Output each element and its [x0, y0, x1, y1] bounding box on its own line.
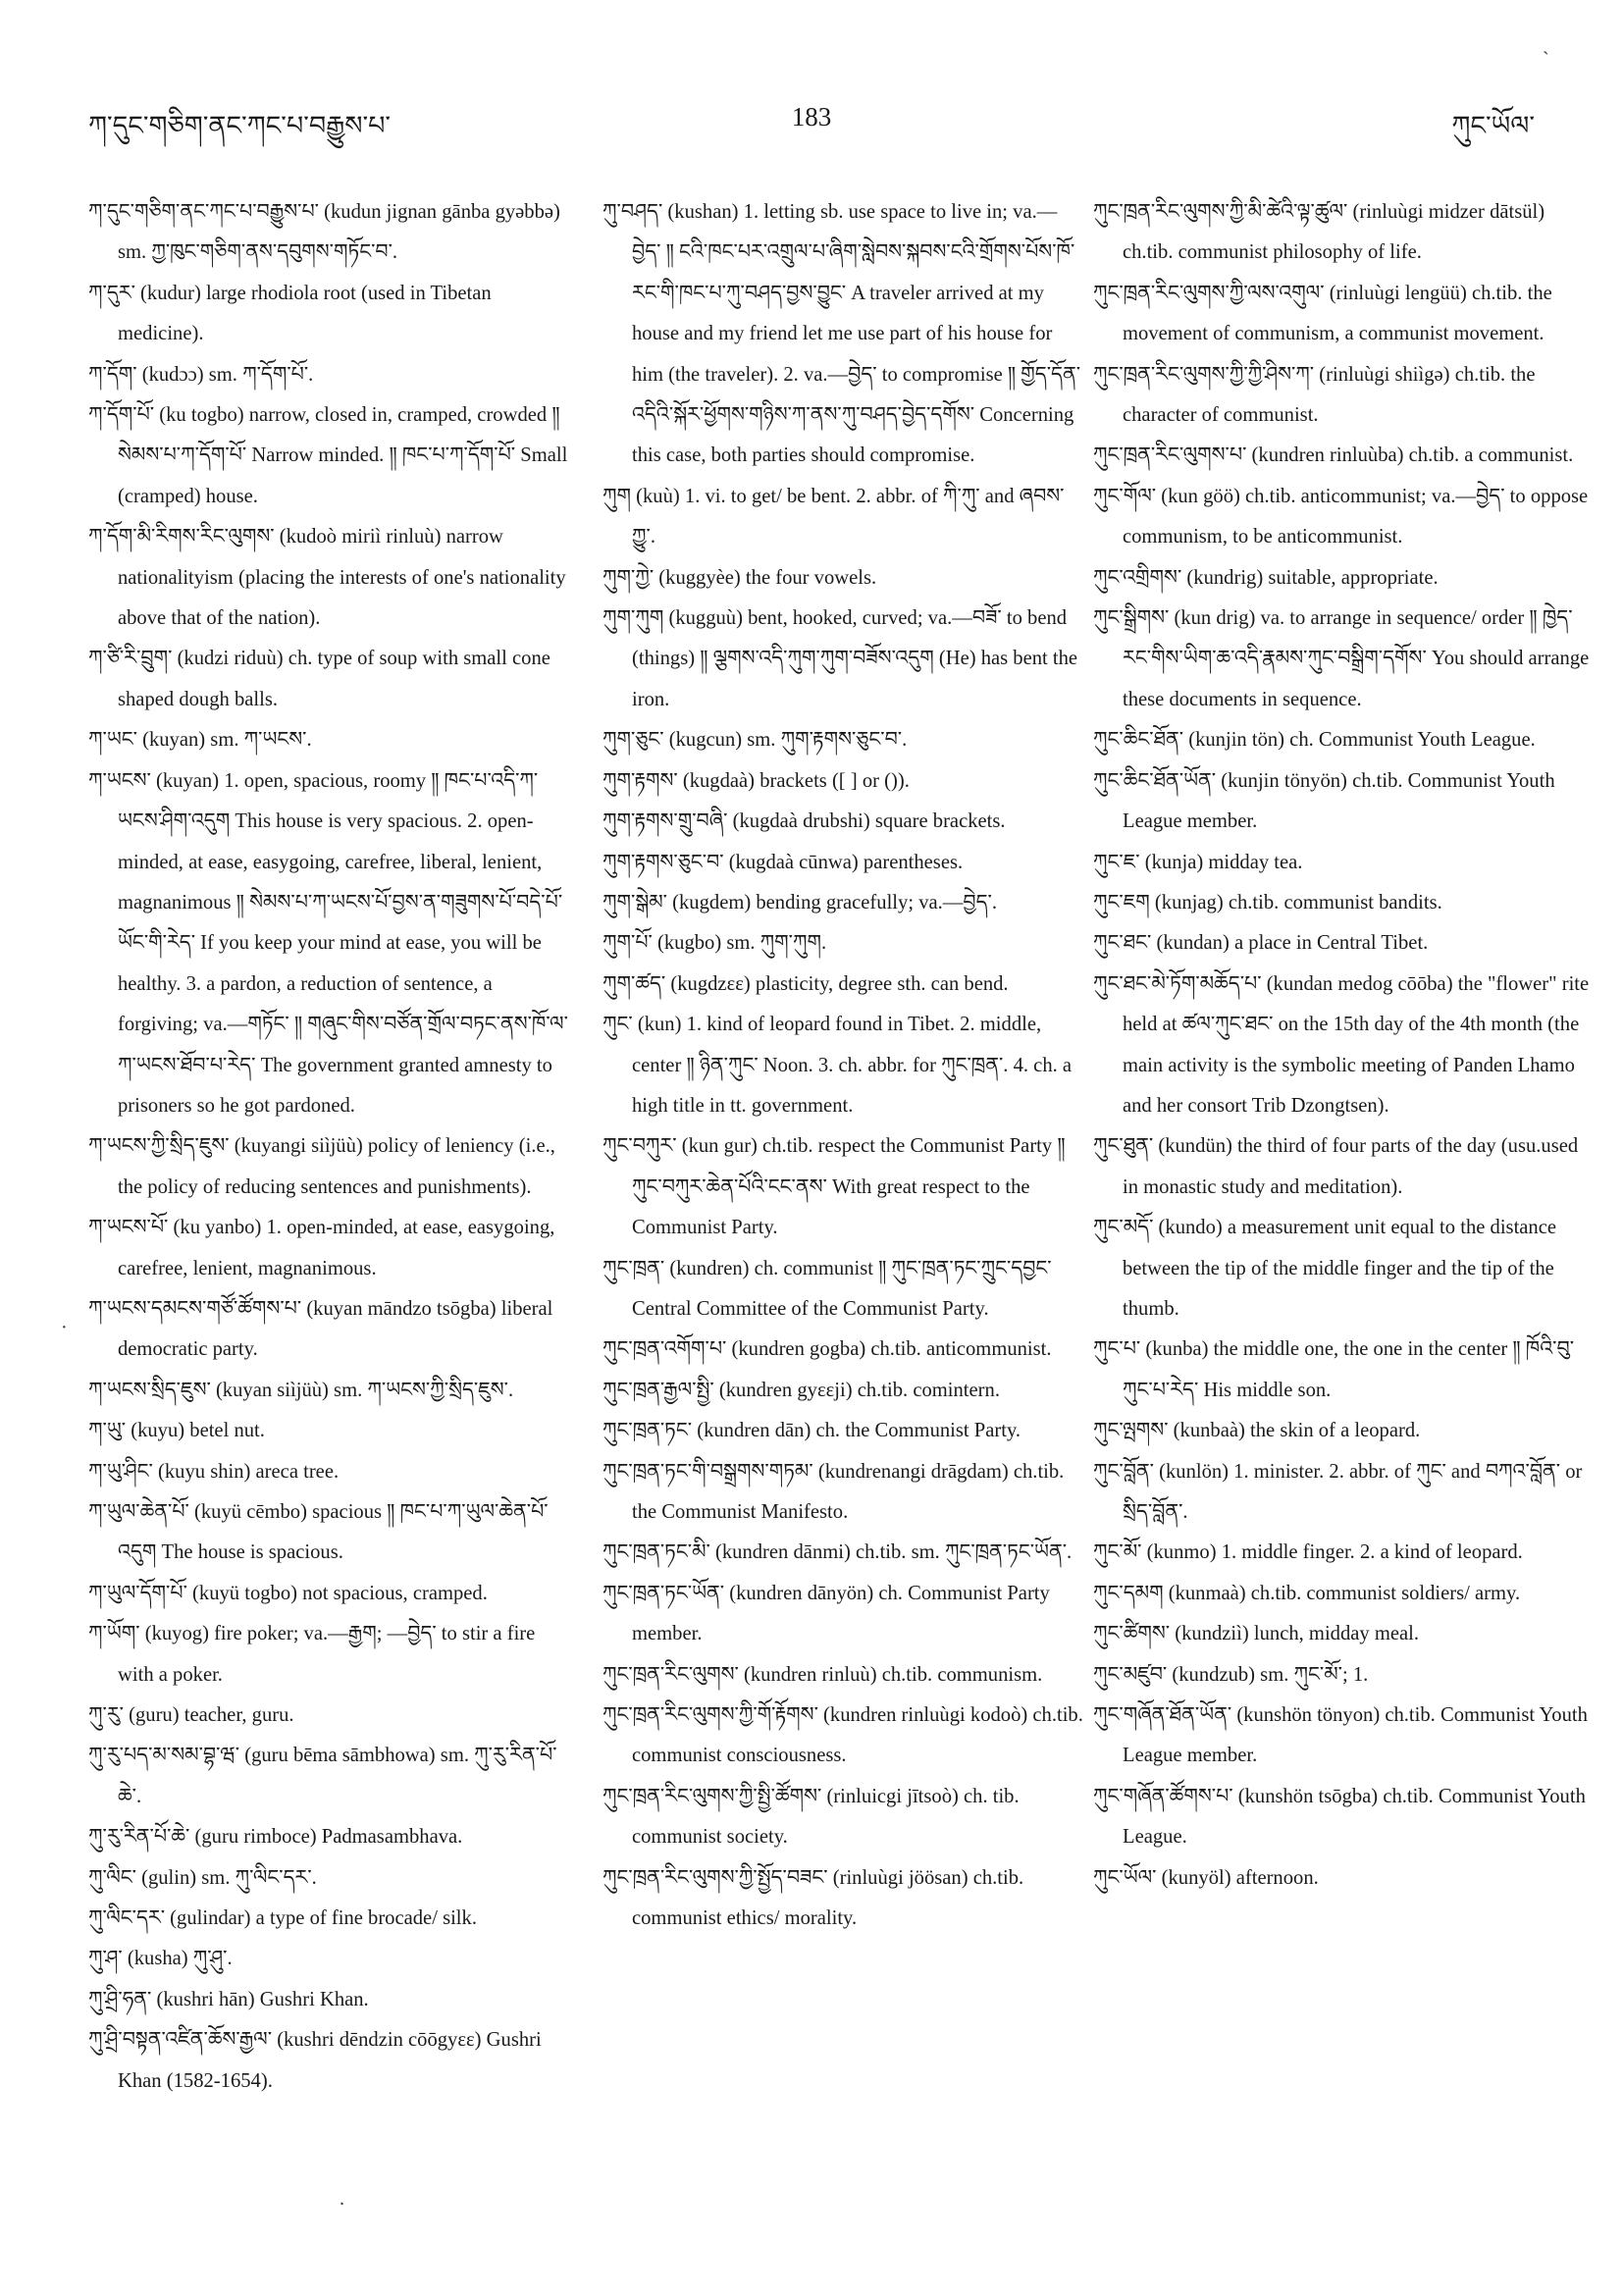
- dictionary-entry: ཀ་ཙི་རི་བྲུག་ (kudzi riduù) ch. type of soup with small cone shaped dough balls.: [88, 648, 550, 710]
- dictionary-entry: ཀུང་ཁྲན་རིང་ལུགས་ཀྱི་མི་ཚེའི་ལྟ་ཚུལ་ (rinluùgi midzer dātsül) ch.tib. communist philosophy of life.: [1093, 201, 1545, 264]
- dictionary-entry: ཀུང་ཐང་ (kundan) a place in Central Tibet.: [1093, 932, 1429, 955]
- dictionary-entry: ཀུང་ཁྲན་རྒྱལ་སྤྱི་ (kundren gyɛɛji) ch.tib. comintern.: [602, 1379, 1000, 1401]
- dictionary-entry: ཀུང་ཁྲན་ཏང་མི་ (kundren dānmi) ch.tib. sm. ཀུང་ཁྲན་ཏང་ཡོན་.: [602, 1541, 1073, 1564]
- dictionary-entry: ཀུང་ (kun) 1. kind of leopard found in Tibet. 2. middle, center ༎ ཉིན་ཀུང་ Noon. 3. ch. abbr. for ཀུང་ཁྲན་. 4. ch. a high title in tt. government.: [602, 1014, 1073, 1117]
- dictionary-entry: ཀུག་རྟགས་ (kugdaà) brackets ([ ] or ()).: [602, 769, 910, 792]
- dictionary-entry: ཀུང་པ་ (kunba) the middle one, the one in the center ༎ ཁོའི་བུ་ཀུང་པ་རེད་ His middle son.: [1093, 1338, 1575, 1401]
- dictionary-entry: ཀུག་རྟགས་གྲུ་བཞི་ (kugdaà drubshi) square brackets.: [602, 810, 1006, 833]
- dictionary-entry: ཀུང་འགྲིགས་ (kundrig) suitable, appropriate.: [1093, 566, 1439, 589]
- dictionary-entry: ཀུང་ཐུན་ (kundün) the third of four parts of the day (usu.used in monastic study and meditation).: [1093, 1135, 1579, 1198]
- dictionary-entry: ཀ་དོག་པོ་ (ku togbo) narrow, closed in, cramped, crowded ༎ སེམས་པ་ཀ་དོག་པོ་ Narrow minded. ༎ ཁང་པ་ཀ་དོག་པོ་ Small (cramped) house.: [88, 404, 568, 507]
- scan-mark: ·: [61, 1317, 68, 1338]
- dictionary-entry: ཀ་དོག་མི་རིགས་རིང་ལུགས་ (kudoò miriì rinluù) narrow nationalityism (placing the interests of one's nationality above that of the nation).: [88, 526, 566, 630]
- column-2: [602, 192, 1083, 1939]
- dictionary-entry: ཀུང་ཁྲན་ཏང་གི་བསྒྲགས་གཏམ་ (kundrenangi drāgdam) ch.tib. the Communist Manifesto.: [602, 1460, 1065, 1523]
- dictionary-entry: ཀུང་བཀུར་ (kun gur) ch.tib. respect the Communist Party ༎ ཀུང་བཀུར་ཆེན་པོའི་ངང་ནས་ With great respect to the Communist Party.: [602, 1135, 1066, 1239]
- dictionary-entry: ཀུག་ཚད་ (kugdzɛɛ) plasticity, degree sth. can bend.: [602, 972, 1009, 995]
- dictionary-entry: ཀ་ཡངས་ (kuyan) 1. open, spacious, roomy ༎ ཁང་པ་འདི་ཀ་ཡངས་ཤིག་འདུག This house is very spacious. 2. open-minded, at ease, easygoing, carefree, liberal, lenient, magnanimous ༎ སེམས་པ་ཀ་ཡངས་པོ་བྱས་ན་གཟུགས་པོ་བདེ་པོ་ཡོང་གི་རེད་ If you keep your mind at ease, you will be healthy. 3. a pardon, a reduction of sentence, a forgiving; va.—གཏོང་ ༎ གཞུང་གིས་བཙོན་གྲོལ་བཏང་ནས་ཁོ་ལ་ཀ་ཡངས་ཐོབ་པ་རེད་ The government granted amnesty to prisoners so he got pardoned.: [88, 769, 568, 1117]
- dictionary-entry: ཀུ་ཤྲི་ཧན་ (kushri hān) Gushri Khan.: [88, 1988, 369, 2010]
- dictionary-entry: ཀ་དོག་ (kudɔɔ) sm. ཀ་དོག་པོ་.: [88, 363, 314, 386]
- page-number: 183: [791, 102, 832, 131]
- dictionary-entry: ཀུང་ཐང་མེ་ཏོག་མཆོད་པ་ (kundan medog cōōba) the "flower" rite held at ཚལ་ཀུང་ཐང་ on the 15th day of the 4th month (the main activity is the symbolic meeting of Panden Lhamo and her consort Trib Dzongtsen).: [1093, 972, 1590, 1117]
- column-3: [1093, 192, 1594, 1899]
- dictionary-entry: ཀུང་ཁྲན་འགོག་པ་ (kundren gogba) ch.tib. anticommunist.: [602, 1338, 1052, 1361]
- dictionary-entry: ཀུ་རུ་པད་མ་སམ་བྷ་ཝ་ (guru bēma sāmbhowa) sm. ཀུ་རུ་རིན་པོ་ཆེ་.: [88, 1745, 557, 1807]
- dictionary-entry: ཀུང་ཚིགས་ (kundziì) lunch, midday meal.: [1093, 1623, 1420, 1645]
- dictionary-entry: ཀ་ཡངས་དམངས་གཙོ་ཚོགས་པ་ (kuyan māndzo tsōgba) liberal democratic party.: [88, 1297, 553, 1361]
- dictionary-entry: ཀ་ཡུ་ (kuyu) betel nut.: [88, 1420, 265, 1442]
- dictionary-entry: ཀ་ཡངས་སྲིད་ཇུས་ (kuyan siìjüù) sm. ཀ་ཡངས་ཀྱི་སྲིད་ཇུས་.: [88, 1379, 514, 1401]
- dictionary-entry: ཀུ་བཤད་ (kushan) 1. letting sb. use space to live in; va.—བྱེད་ ༎ ངའི་ཁང་པར་འགྲུལ་པ་ཞིག་སླེབས་སྐབས་ངའི་གྲོགས་པོས་ཁོ་རང་གི་ཁང་པ་ཀུ་བཤད་བྱས་བྱུང་ A traveler arrived at my house and my friend let me use part of his house for him (the traveler). 2. va.—བྱེད་ to compromise ༎ གྱོད་དོན་འདིའི་སྐོར་ཕྱོགས་གཉིས་ཀ་ནས་ཀུ་བཤད་བྱེད་དགོས་ Concerning this case, both parties should compromise.: [602, 201, 1081, 467]
- dictionary-entry: ཀ་ཡངས་པོ་ (ku yanbo) 1. open-minded, at ease, easygoing, carefree, lenient, magnanimous.: [88, 1217, 555, 1279]
- dictionary-entry: ཀུང་ལྤགས་ (kunbaà) the skin of a leopard.: [1093, 1420, 1421, 1442]
- dictionary-entry: ཀུང་མཛུབ་ (kundzub) sm. ཀུང་མོ་; 1.: [1093, 1663, 1369, 1686]
- dictionary-entry: ཀུག་ཀུག (kugguù) bent, hooked, curved; va.—བཟོ་ to bend (things) ༎ ལྕགས་འདི་ཀུག་ཀུག་བཟོས་འདུག (He) has bent the iron.: [602, 607, 1078, 710]
- dictionary-entry: ཀ་དུང་གཅིག་ནང་ཀང་པ་བརྒྱུས་པ་ (kudun jignan gānba gyəbbə) sm. ཀྱ་ཁུང་གཅིག་ནས་དབུགས་གཏོང་བ་.: [88, 201, 560, 264]
- dictionary-entry: ཀུང་གཞོན་ཚོགས་པ་ (kunshön tsōgba) ch.tib. Communist Youth League.: [1093, 1785, 1586, 1849]
- dictionary-entry: ཀུག་སྒེམ་ (kugdem) bending gracefully; va.—བྱེད་.: [602, 891, 997, 913]
- dictionary-entry: ཀུང་ཆིང་ཐོན་ཡོན་ (kunjin tönyön) ch.tib. Communist Youth League member.: [1093, 769, 1555, 833]
- dictionary-entry: ཀུང་གོལ་ (kun göö) ch.tib. anticommunist; va.—བྱེད་ to oppose communism, to be anticommunist.: [1093, 485, 1589, 548]
- dictionary-entry: ཀུང་སྒྲིགས་ (kun drig) va. to arrange in sequence/ order ༎ ཁྱེད་རང་གིས་ཡིག་ཆ་འདི་རྣམས་ཀུང་བསྒྲིག་དགོས་ You should arrange these documents in sequence.: [1093, 607, 1590, 710]
- scan-mark: .: [340, 2188, 344, 2210]
- dictionary-entry: ཀུང་ཡོལ་ (kunyöl) afternoon.: [1093, 1866, 1319, 1889]
- dictionary-entry: ཀུག་རྟགས་ཅུང་བ་ (kugdaà cūnwa) parentheses.: [602, 851, 964, 873]
- dictionary-entry: ཀུང་ཁྲན་རིང་ལུགས་པ་ (kundren rinluùba) ch.tib. a communist.: [1093, 444, 1574, 467]
- scan-mark: ˏ: [1543, 33, 1549, 55]
- dictionary-entry: ཀ་ཡུལ་དོག་པོ་ (kuyü togbo) not spacious, cramped.: [88, 1582, 488, 1604]
- dictionary-entry: ཀུག་ཀྱེ་ (kuggyèe) the four vowels.: [602, 566, 877, 589]
- dictionary-entry: ཀུང་ཇག (kunjag) ch.tib. communist bandits.: [1093, 891, 1442, 913]
- dictionary-entry: ཀུང་ཁྲན་རིང་ལུགས་ཀྱི་སྤྱི་ཚོགས་ (rinluicgi jītsoò) ch. tib. communist society.: [602, 1785, 1020, 1849]
- dictionary-entry: ཀུང་ཁྲན་ཏང་ཡོན་ (kundren dānyön) ch. Communist Party member.: [602, 1582, 1050, 1645]
- dictionary-entry: ཀུང་གཞོན་ཐོན་ཡོན་ (kunshön tönyon) ch.tib. Communist Youth League member.: [1093, 1704, 1588, 1767]
- dictionary-entry: ཀུང་ཇ་ (kunja) midday tea.: [1093, 851, 1303, 873]
- column-1: [88, 192, 569, 2102]
- dictionary-entry: ཀུང་ཁྲན་རིང་ལུགས་ (kundren rinluù) ch.tib. communism.: [602, 1663, 1043, 1686]
- dictionary-entry: ཀ་ཡང་ (kuyan) sm. ཀ་ཡངས་.: [88, 729, 312, 752]
- dictionary-entry: ཀུང་དམག (kunmaà) ch.tib. communist soldiers/ army.: [1093, 1582, 1521, 1604]
- dictionary-entry: ཀ་དུར་ (kudur) large rhodiola root (used in Tibetan medicine).: [88, 282, 492, 345]
- dictionary-entry: ཀུ་རུ་རིན་པོ་ཆེ་ (guru rimboce) Padmasambhava.: [88, 1826, 463, 1849]
- dictionary-entry: ཀ་ཡུ་ཤིང་ (kuyu shin) areca tree.: [88, 1460, 340, 1483]
- dictionary-entry: ཀུ་ལིང་ (gulin) sm. ཀུ་ལིང་དར་.: [88, 1866, 317, 1889]
- dictionary-entry: ཀ་ཡུལ་ཆེན་པོ་ (kuyü cēmbo) spacious ༎ ཁང་པ་ཀ་ཡུལ་ཆེན་པོ་འདུག The house is spacious.: [88, 1501, 549, 1564]
- dictionary-entry: ཀ་ཡངས་ཀྱི་སྲིད་ཇུས་ (kuyangi siìjüù) policy of leniency (i.e., the policy of reducing sentences and punishments).: [88, 1135, 555, 1198]
- dictionary-entry: ཀ་ཡོག་ (kuyog) fire poker; va.—རྒྱག; —བྱེད་ to stir a fire with a poker.: [88, 1623, 536, 1686]
- dictionary-entry: ཀུག (kuù) 1. vi. to get/ be bent. 2. abbr. of ཀི་ཀུ་ and ཞབས་ཀྱུ་.: [602, 485, 1065, 548]
- dictionary-entry: ཀུང་ཁྲན་རིང་ལུགས་ཀྱི་ལས་འགུལ་ (rinluùgi lengüü) ch.tib. the movement of communism, a communist movement.: [1093, 282, 1552, 345]
- dictionary-entry: ཀུང་ཆིང་ཐོན་ (kunjin tön) ch. Communist Youth League.: [1093, 729, 1536, 752]
- running-head-left: ཀ་དུང་གཅིག་ནང་ཀང་པ་བརྒྱུས་པ་: [88, 111, 392, 140]
- dictionary-entry: ཀུང་མདོ་ (kundo) a measurement unit equal to the distance between the tip of the middle finger and the tip of the thumb.: [1093, 1217, 1557, 1320]
- dictionary-entry: ཀུང་ཁྲན་རིང་ལུགས་ཀྱི་ཀྱི་ཤིས་ཀ་ (rinluùgi shiìgə) ch.tib. the character of communist.: [1093, 363, 1536, 427]
- dictionary-entry: ཀུག་ཅུང་ (kugcun) sm. ཀུག་རྟགས་ཅུང་བ་.: [602, 729, 908, 752]
- dictionary-entry: ཀུག་པོ་ (kugbo) sm. ཀུག་ཀུག.: [602, 932, 827, 955]
- dictionary-entry: ཀུང་མོ་ (kunmo) 1. middle finger. 2. a kind of leopard.: [1093, 1541, 1523, 1564]
- dictionary-entry: ཀུ་རུ་ (guru) teacher, guru.: [88, 1704, 294, 1727]
- dictionary-entry: ཀུ་ཤྲི་བསྟན་འཛིན་ཆོས་རྒྱལ་ (kushri dēndzin cōōgyɛɛ) Gushri Khan (1582-1654).: [88, 2029, 542, 2092]
- dictionary-entry: ཀུང་ཁྲན་ཏང་ (kundren dān) ch. the Communist Party.: [602, 1420, 1021, 1442]
- running-head-right: ཀུང་ཡོལ་: [1451, 111, 1535, 140]
- dictionary-entry: ཀུ་ཤ་ (kusha) ཀུ་ཤུ་.: [88, 1948, 233, 1970]
- dictionary-entry: ཀུ་ལིང་དར་ (gulindar) a type of fine brocade/ silk.: [88, 1907, 477, 1930]
- dictionary-entry: ཀུང་ཁྲན་རིང་ལུགས་ཀྱི་སྤྱོད་བཟང་ (rinluùgi jöösan) ch.tib. communist ethics/ morality.: [602, 1866, 1024, 1930]
- dictionary-entry: ཀུང་ཁྲན་ (kundren) ch. communist ༎ ཀུང་ཁྲན་ཏང་ཀྲུང་དབྱང་ Central Committee of the Communist Party.: [602, 1257, 1052, 1320]
- dictionary-entry: ཀུང་བློན་ (kunlön) 1. minister. 2. abbr. of ཀུང་ and བཀའ་བློན་ or སྲིད་བློན་.: [1093, 1460, 1583, 1523]
- dictionary-entry: ཀུང་ཁྲན་རིང་ལུགས་ཀྱི་གོ་རྟོགས་ (kundren rinluùgi kodoò) ch.tib. communist consciousness.: [602, 1704, 1083, 1767]
